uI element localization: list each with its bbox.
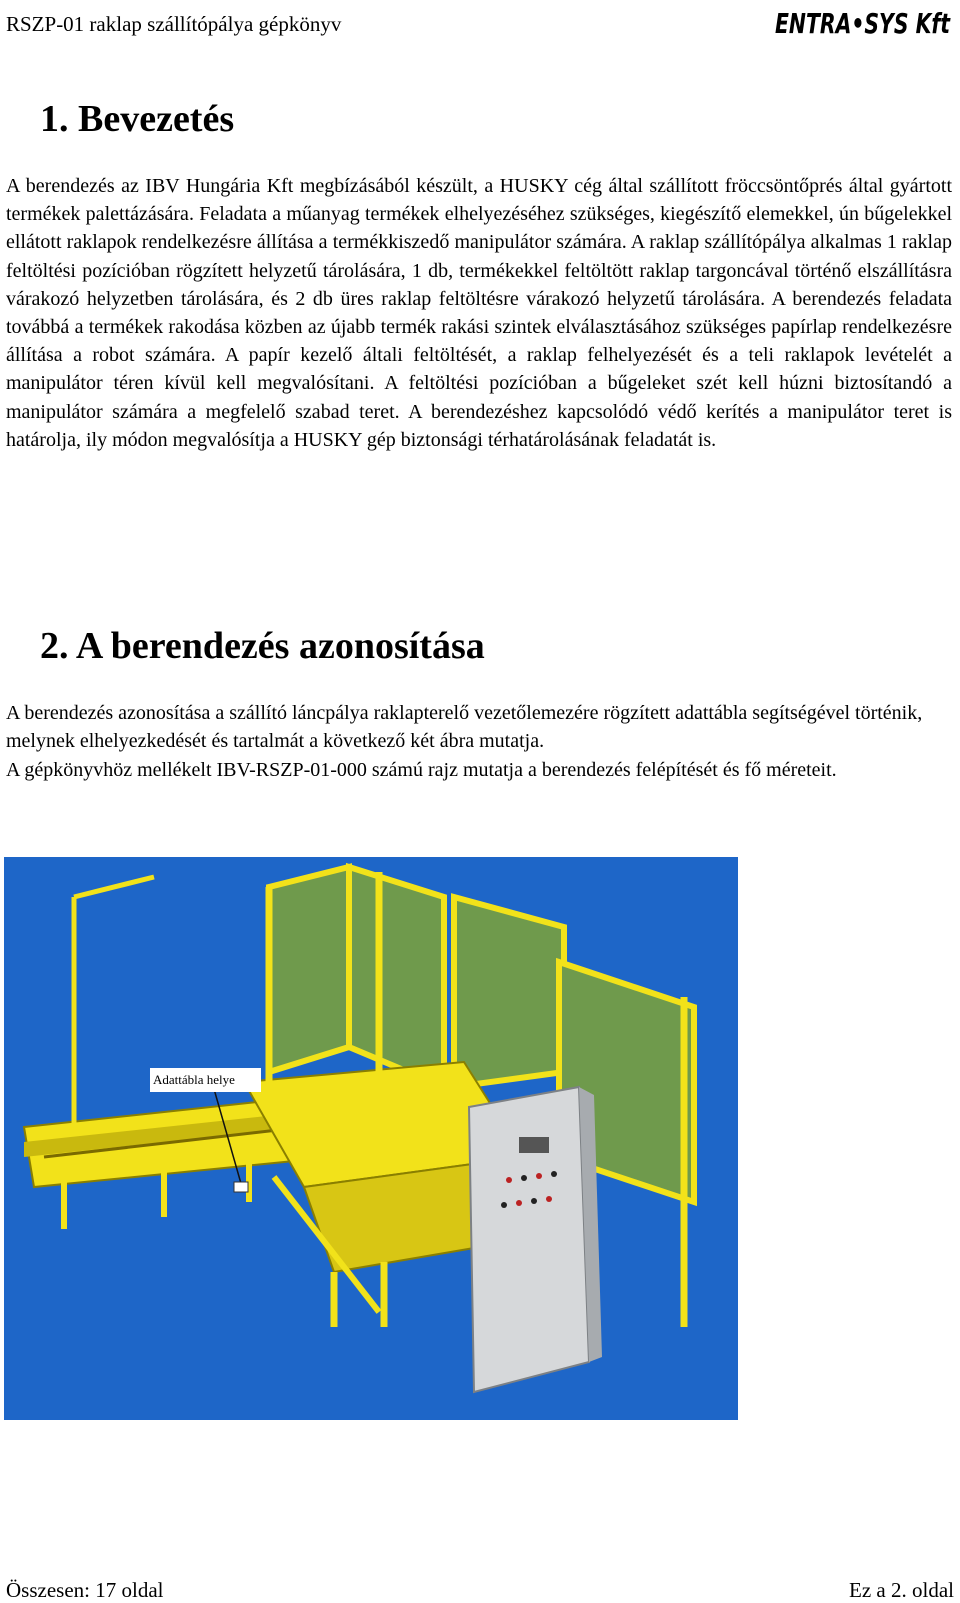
- drawing-reference-paragraph: A gépkönyvhöz mellékelt IBV-RSZP-01-000 számú rajz mutatja a berendezés felépítését és fő méreteit.: [6, 759, 837, 781]
- footer-total-pages: Összesen: 17 oldal: [6, 1578, 164, 1602]
- identification-paragraph: A berendezés azonosítása a szállító láncpálya raklapterelő vezetőlemezére rögzített adattábla segítségével történik, melynek elhelyezkedését és tartalmát a következő két ábra mutatja.: [6, 702, 923, 753]
- section-heading-introduction: 1. Bevezetés: [40, 98, 235, 140]
- company-logo: [775, 4, 953, 40]
- section-heading-identification: 2. A berendezés azonosítása: [40, 625, 485, 667]
- introduction-paragraph: A berendezés az IBV Hungária Kft megbízásából készült, a HUSKY cég által szállított fröccsöntőprés által gyártott termékek palettázására. Feladata a műanyag termékek elhelyezéséhez szükséges, kiegészítő elemekkel, ún bűgelekkel ellátott raklapok rendelkezésre állítása a termékkiszedő manipulátor számára. A raklap szállítópálya alkalmas 1 raklap feltöltési pozícióban rögzített helyzetű tárolására, 1 db, termékekkel feltöltött raklap targoncával történő elszállításra várakozó helyzetben tárolására, és 2 db üres raklap feltöltésre várakozó helyzetű tárolására. A berendezés feladata továbbá a termékek rakodása közben az újabb termék rakási szintek elválasztásához szükséges papírlap rendelkezésre állítása a robot számára. A papír kezelő általi feltöltését, a raklap felhelyezését és a teli raklapok levételét a manipulátor téren kívül kell megvalósítani. A feltöltési pozícióban a bűgeleket szét kell húzni biztosítandó a manipulátor számára a megfelelő szabad teret. A berendezéshez kapcsolódó védő kerítés a manipulátor teret is határolja, ily módon megvalósítja a HUSKY gép biztonsági térhatárolásának feladatát is.: [6, 175, 952, 451]
- document-header-title: RSZP-01 raklap szállítópálya gépkönyv: [6, 12, 342, 36]
- data-plate-location-label: Adattábla helye: [150, 1068, 261, 1092]
- machine-3d-render-figure: [4, 857, 738, 1420]
- footer-current-page: Ez a 2. oldal: [849, 1578, 954, 1602]
- svg-text:ENTRA•SYS Kft: ENTRA•SYS Kft: [775, 7, 952, 40]
